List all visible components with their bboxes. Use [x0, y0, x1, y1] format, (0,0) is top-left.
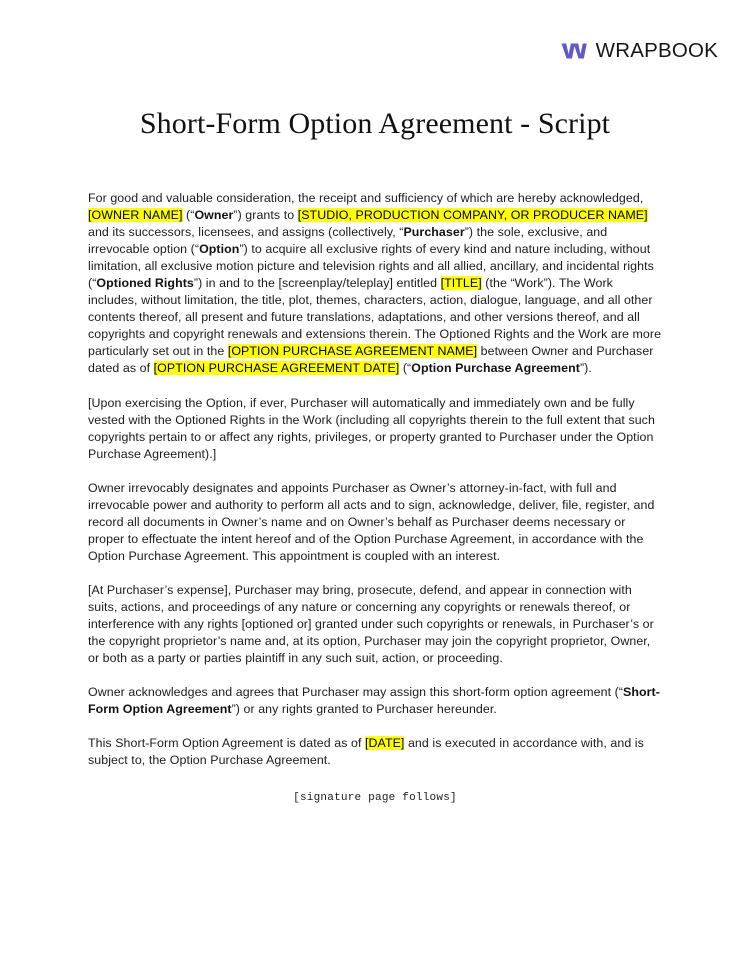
text-run: (the “Work”). The Work includes, without limitation, the title, plot, themes, characters, action, dialogue, language, and all other contents thereof, all present and future translations, adaptations, and other versions thereof, and all copyrights and copyright renewals and extensions therein. The Optioned Rights and the Work are more particularly set out in the — [88, 276, 662, 359]
paragraph-enforcement-actions: [At Purchaser’s expense], Purchaser may bring, prosecute, defend, and appear in connection with suits, actions, and proceedings of any nature or concerning any copyrights or renewals thereof, or interference with any rights [optioned or] granted under such copyrights or renewals, in Purchaser’s or the copyright proprietor’s name and, at its option, Purchaser may join the copyright proprietor, Owner, or both as a party or parties plaintiff in any such suit, action, or proceeding. — [88, 582, 654, 666]
text-run: ”) grants to — [233, 208, 298, 223]
wrapbook-w-mark-icon — [561, 42, 587, 60]
placeholder-date: [DATE] — [364, 736, 405, 751]
defined-term-owner: Owner — [194, 208, 234, 223]
wrapbook-logo — [561, 41, 718, 62]
text-run: Owner acknowledges and agrees that Purchaser may assign this short-form option agreement (“ — [88, 685, 624, 700]
placeholder-option-purchase-agreement-name: [OPTION PURCHASE AGREEMENT NAME] — [227, 344, 478, 359]
paragraph-assignment — [88, 684, 664, 718]
text-run: ”) in and to the [screenplay/teleplay] entitled — [193, 276, 441, 291]
paragraph-grant-of-option — [88, 190, 664, 378]
wrapbook-wordmark: WRAPBOOK — [595, 39, 718, 62]
text-run: For good and valuable consideration, the receipt and sufficiency of which are hereby acknowledged, — [88, 191, 644, 205]
text-run: and is executed in accordance with, and is subject to, the Option Purchase Agreement. — [88, 736, 644, 768]
placeholder-purchaser-name: [STUDIO, PRODUCTION COMPANY, OR PRODUCER NAME] — [297, 208, 648, 223]
text-run: (“ — [399, 361, 412, 376]
page-title: Short-Form Option Agreement - Script — [139, 107, 611, 140]
placeholder-option-purchase-agreement-date: [OPTION PURCHASE AGREEMENT DATE] — [153, 361, 400, 376]
text-run: ”) to acquire all exclusive rights of every kind and nature including, without limitation, all exclusive motion picture and television rights and all allied, ancillary, and incidental rights (“ — [88, 242, 654, 291]
text-run: and its successors, licensees, and assigns (collectively, “ — [88, 225, 404, 240]
document-body — [88, 190, 664, 769]
defined-term-purchaser: Purchaser — [403, 225, 465, 240]
defined-term-option: Option — [199, 242, 240, 257]
placeholder-title: [TITLE] — [440, 276, 482, 291]
defined-term-short-form-option-agreement: Short-Form Option Agreement — [88, 685, 660, 717]
defined-term-option-purchase-agreement: Option Purchase Agreement — [411, 361, 580, 376]
text-run: between Owner and Purchaser dated as of — [88, 344, 654, 376]
text-run: ”) the sole, exclusive, and irrevocable option (“ — [88, 225, 608, 257]
text-run: ”). — [579, 361, 592, 376]
paragraph-vesting: [Upon exercising the Option, if ever, Purchaser will automatically and immediately own and be fully vested with the Optioned Rights in the Work (including all copyrights therein to the full extent that such copyrights pertain to or affect any rights, privileges, or property granted to Purchaser under the Option Purchase Agreement).] — [88, 395, 655, 461]
text-run: ”) or any rights granted to Purchaser hereunder. — [231, 702, 497, 717]
paragraph-effective-date — [88, 735, 664, 769]
defined-term-optioned-rights: Optioned Rights — [96, 276, 194, 291]
signature-page-note: [signature page follows] — [293, 792, 457, 804]
text-run: (“ — [182, 208, 195, 223]
paragraph-attorney-in-fact: Owner irrevocably designates and appoints Purchaser as Owner’s attorney-in-fact, with full and irrevocable power and authority to perform all acts and to sign, acknowledge, deliver, file, register, and record all documents in Owner’s name and on Owner’s behalf as Purchaser deems necessary or proper to effectuate the intent hereof and of the Option Purchase Agreement, in accordance with the Option Purchase Agreement. This appointment is coupled with an interest. — [88, 480, 655, 563]
placeholder-owner-name: [OWNER NAME] — [88, 208, 183, 223]
text-run: This Short-Form Option Agreement is dated as of — [88, 736, 365, 751]
